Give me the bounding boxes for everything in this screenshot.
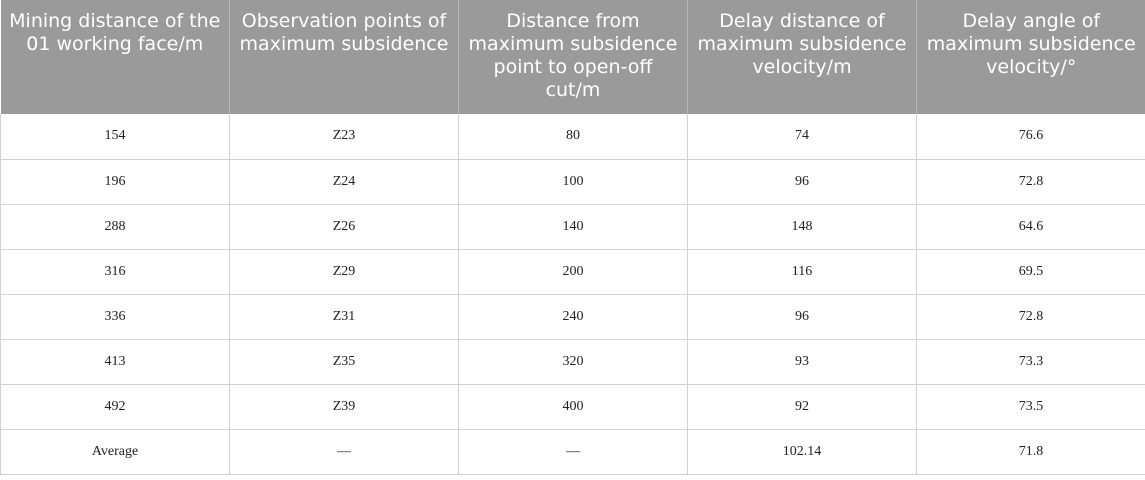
distance-open-off-cut-cell: 80: [459, 114, 688, 159]
header-label: Observation points of maximum subsidence: [239, 10, 449, 55]
table-body: [1, 114, 1145, 474]
distance-open-off-cut-cell: 400: [459, 384, 688, 429]
table-row: [1, 204, 1145, 249]
observation-point-cell: Z35: [230, 339, 459, 384]
delay-angle-cell: 72.8: [917, 294, 1145, 339]
table-row: [1, 339, 1145, 384]
mining-distance-cell: Average: [1, 429, 230, 474]
distance-open-off-cut-cell: 240: [459, 294, 688, 339]
header-label: Mining distance of the 01 working face/m: [9, 10, 221, 55]
header-distance-open-off-cut: [459, 0, 688, 114]
delay-angle-cell: 71.8: [917, 429, 1145, 474]
header-mining-distance: [1, 0, 230, 114]
table-row: [1, 249, 1145, 294]
observation-point-cell: —: [230, 429, 459, 474]
header-observation-points: [230, 0, 459, 114]
header-delay-distance: [688, 0, 917, 114]
table-row: [1, 384, 1145, 429]
mining-distance-cell: 413: [1, 339, 230, 384]
table-row: [1, 429, 1145, 474]
mining-distance-cell: 492: [1, 384, 230, 429]
delay-angle-cell: 73.5: [917, 384, 1145, 429]
delay-angle-cell: 64.6: [917, 204, 1145, 249]
distance-open-off-cut-cell: 200: [459, 249, 688, 294]
distance-open-off-cut-cell: 320: [459, 339, 688, 384]
delay-distance-cell: 74: [688, 114, 917, 159]
observation-point-cell: Z31: [230, 294, 459, 339]
header-label: Distance from maximum subsidence point to open-off cut/m: [468, 10, 678, 101]
header-label: Delay angle of maximum subsidence velocity/°: [926, 10, 1136, 78]
mining-distance-cell: 196: [1, 159, 230, 204]
observation-point-cell: Z39: [230, 384, 459, 429]
distance-open-off-cut-cell: 100: [459, 159, 688, 204]
mining-distance-cell: 336: [1, 294, 230, 339]
delay-angle-cell: 73.3: [917, 339, 1145, 384]
header-label: Delay distance of maximum subsidence velocity/m: [697, 10, 907, 78]
observation-point-cell: Z23: [230, 114, 459, 159]
delay-distance-cell: 116: [688, 249, 917, 294]
delay-distance-cell: 148: [688, 204, 917, 249]
observation-point-cell: Z26: [230, 204, 459, 249]
delay-distance-cell: 96: [688, 159, 917, 204]
distance-open-off-cut-cell: 140: [459, 204, 688, 249]
table-row: [1, 114, 1145, 159]
delay-angle-cell: 69.5: [917, 249, 1145, 294]
observation-point-cell: Z29: [230, 249, 459, 294]
delay-distance-cell: 92: [688, 384, 917, 429]
table-header: [1, 0, 1145, 114]
mining-distance-cell: 154: [1, 114, 230, 159]
delay-angle-cell: 76.6: [917, 114, 1145, 159]
observation-point-cell: Z24: [230, 159, 459, 204]
header-delay-angle: [917, 0, 1145, 114]
distance-open-off-cut-cell: —: [459, 429, 688, 474]
table-row: [1, 159, 1145, 204]
delay-angle-cell: 72.8: [917, 159, 1145, 204]
delay-distance-cell: 96: [688, 294, 917, 339]
header-row: [1, 0, 1145, 114]
table-row: [1, 294, 1145, 339]
mining-distance-cell: 316: [1, 249, 230, 294]
mining-distance-cell: 288: [1, 204, 230, 249]
delay-distance-cell: 102.14: [688, 429, 917, 474]
delay-distance-cell: 93: [688, 339, 917, 384]
